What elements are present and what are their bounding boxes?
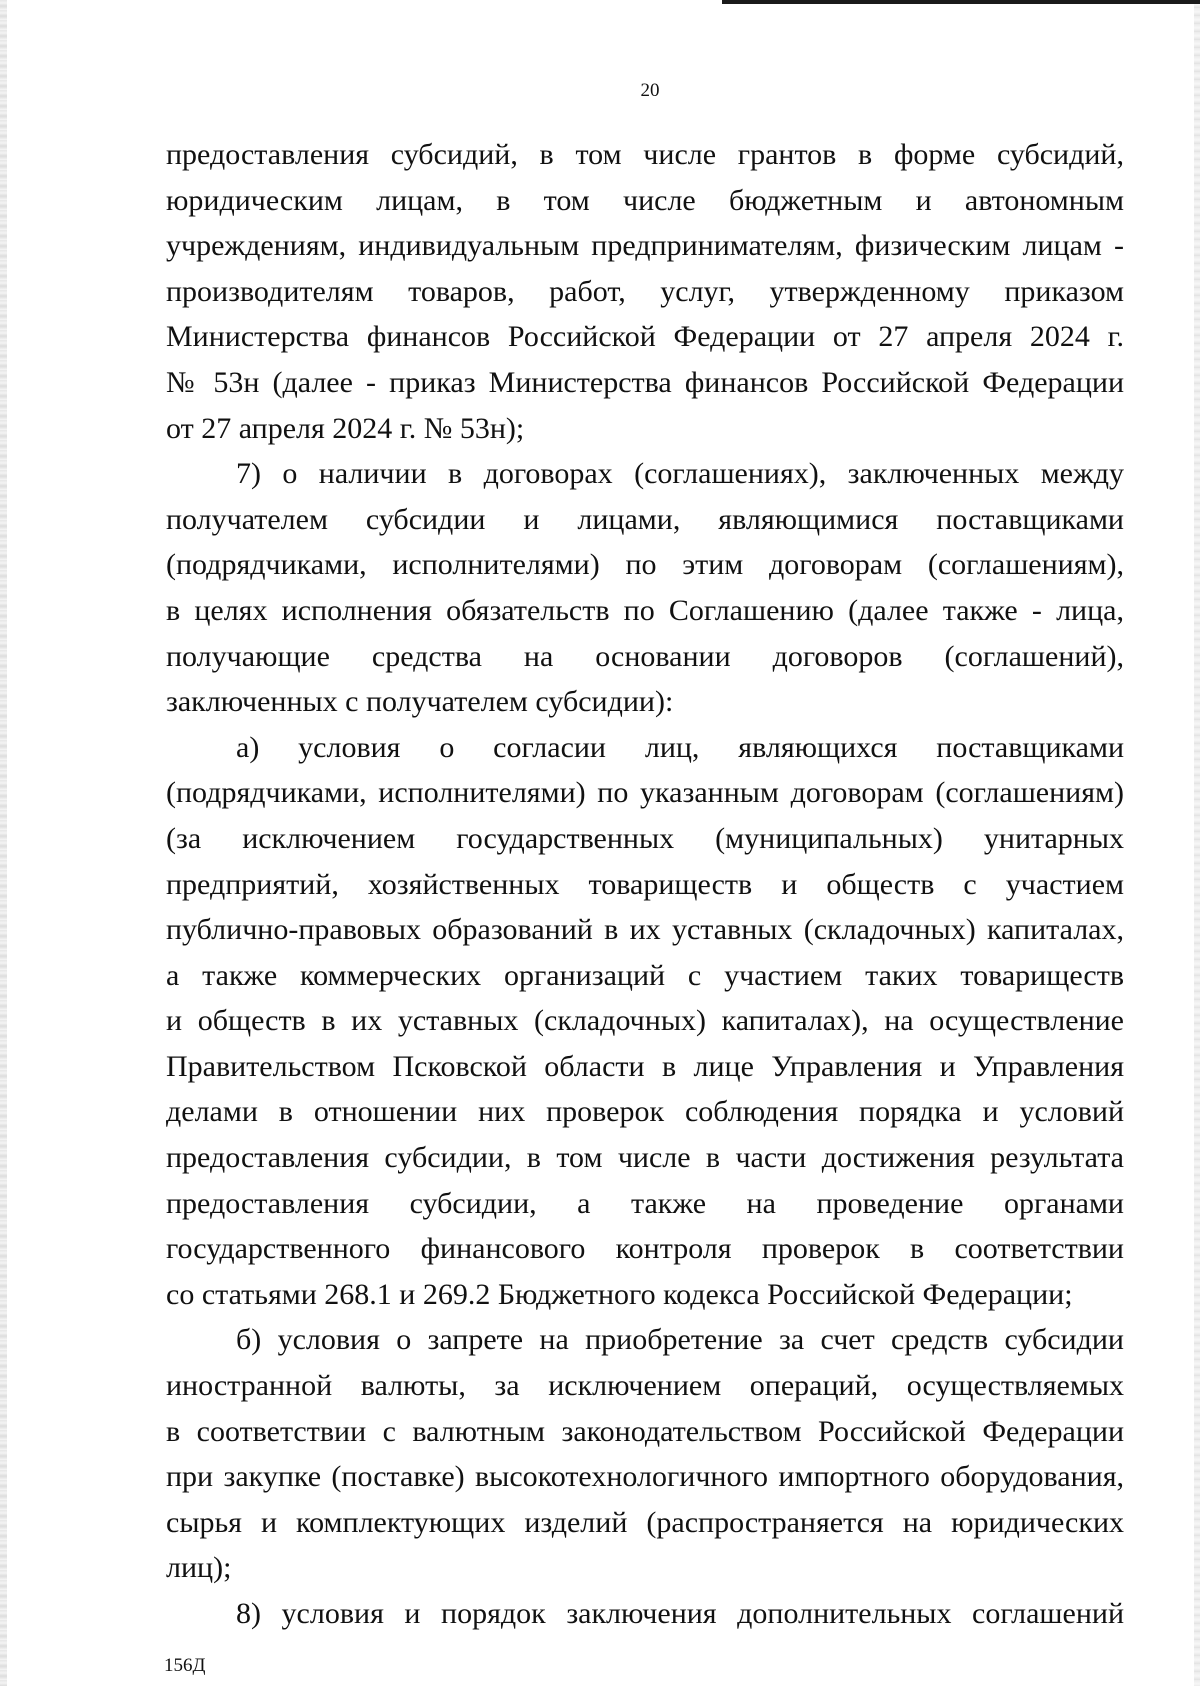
text-line: № 53н (далее - приказ Министерства финансов Российской Федерации [166,365,1124,399]
text-line: производителям товаров, работ, услуг, утвержденному приказом [166,274,1124,308]
text-line: Правительством Псковской области в лице Управления и Управления [166,1049,1124,1083]
text-line: 8) условия и порядок заключения дополнительных соглашений [236,1597,1124,1630]
text-line: предоставления субсидии, а также на проведение органами [166,1186,1124,1220]
scan-edge-right [1194,0,1200,1686]
scan-edge-left [0,0,7,1686]
text-line: публично-правовых образований в их уставных (складочных) капиталах, [166,913,1124,947]
text-line: при закупке (поставке) высокотехнологичного импортного оборудования, [166,1460,1124,1494]
footer-code: 156Д [164,1655,206,1676]
text-line: со статьями 268.1 и 269.2 Бюджетного кодекса Российской Федерации; [166,1277,1073,1311]
text-line: 7) о наличии в договорах (соглашениях), заключенных между [236,457,1124,491]
text-line: в соответствии с валютным законодательством Российской Федерации [166,1414,1124,1448]
text-line: а также коммерческих организаций с участием таких товариществ [166,958,1124,992]
text-line: предприятий, хозяйственных товариществ и обществ с участием [166,867,1124,901]
text-line: (подрядчиками, исполнителями) по этим договорам (соглашениям), [166,548,1124,582]
text-line: от 27 апреля 2024 г. № 53н); [166,411,525,445]
text-line: (подрядчиками, исполнителями) по указанным договорам (соглашениям) [166,776,1124,810]
document-body [166,132,1124,1637]
text-line: предоставления субсидий, в том числе грантов в форме субсидий, [166,138,1124,171]
text-line: государственного финансового контроля проверок в соответствии [166,1232,1124,1266]
text-line: юридическим лицам, в том числе бюджетным и автономным [166,183,1124,217]
text-line: Министерства финансов Российской Федерации от 27 апреля 2024 г. [166,320,1124,354]
page-number: 20 [640,80,660,101]
text-line: делами в отношении них проверок соблюдения порядка и условий [166,1095,1124,1129]
text-line: предоставления субсидии, в том числе в части достижения результата [166,1141,1124,1175]
text-line: (за исключением государственных (муниципальных) унитарных [166,821,1124,855]
scan-top-bar [722,0,1200,4]
text-line: б) условия о запрете на приобретение за счет средств субсидии [236,1323,1124,1357]
text-line: учреждениям, индивидуальным предпринимателям, физическим лицам - [166,229,1124,263]
text-line: иностранной валюты, за исключением операций, осуществляемых [166,1369,1124,1403]
text-line: в целях исполнения обязательств по Соглашению (далее также - лица, [166,593,1124,627]
text-line: лиц); [166,1551,232,1585]
text-line: сырья и комплектующих изделий (распространяется на юридических [166,1505,1124,1539]
text-line: получателем субсидии и лицами, являющимися поставщиками [166,502,1124,536]
text-line: а) условия о согласии лиц, являющихся поставщиками [236,730,1124,764]
text-line: и обществ в их уставных (складочных) капиталах), на осуществление [166,1004,1124,1038]
text-line: получающие средства на основании договоров (соглашений), [166,639,1124,673]
text-line: заключенных с получателем субсидии): [166,685,674,719]
